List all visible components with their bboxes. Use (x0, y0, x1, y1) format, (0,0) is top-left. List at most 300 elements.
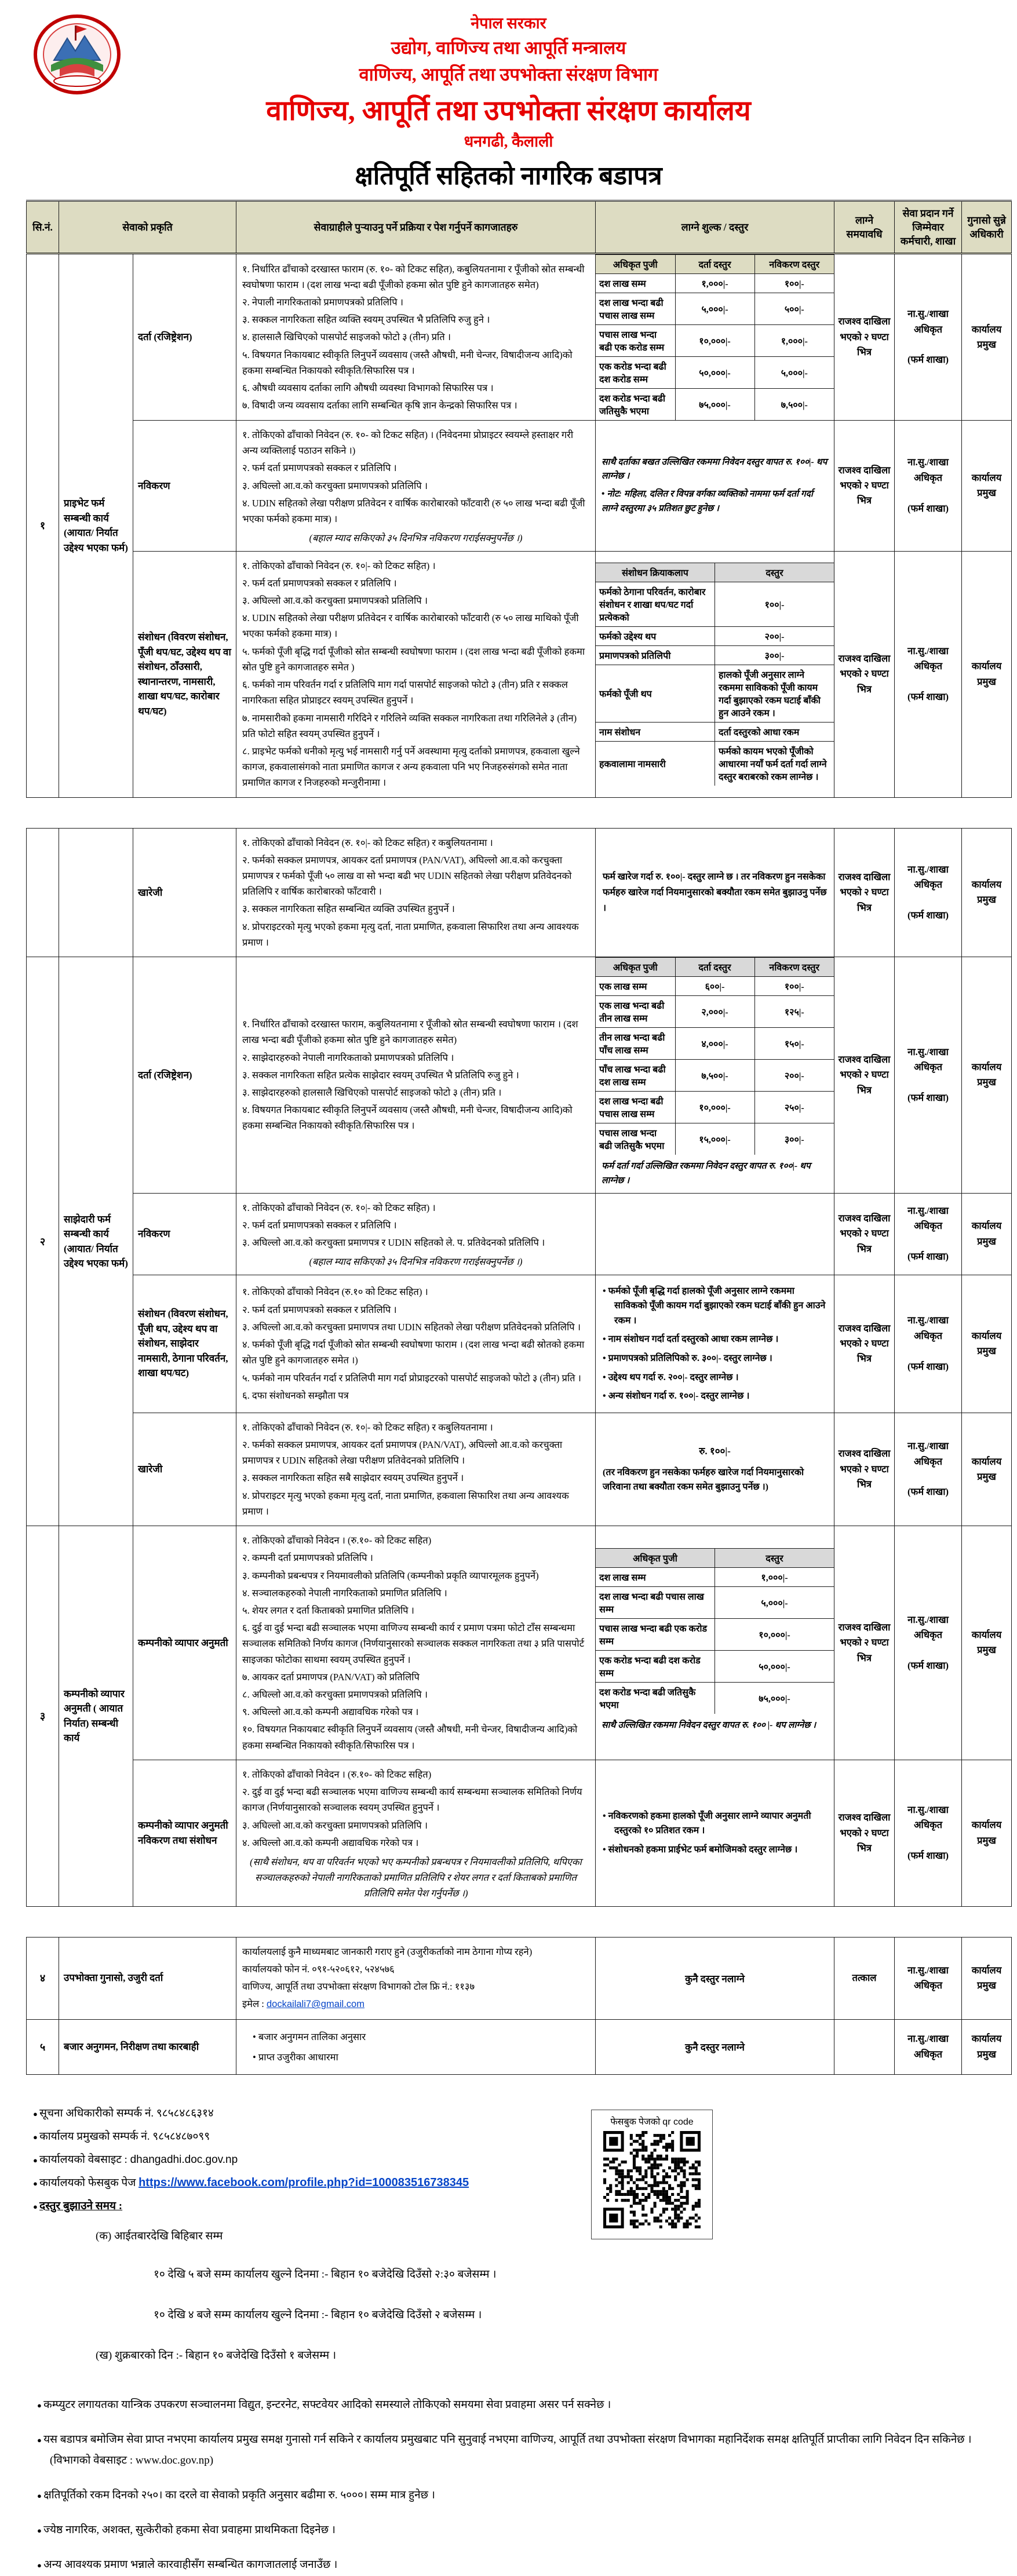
fee-amount: २,०००|- (675, 996, 754, 1028)
fee-subtable-header: नविकरण दस्तुर (754, 255, 834, 274)
documents-note: (बहाल म्याद सकिएको ३५ दिनभित्र नविकरण गराईसक्नुपर्नेछ ।) (309, 532, 523, 544)
fee-amount: ७,५००|- (754, 389, 834, 421)
document-requirement: १. तोकिएको ढाँचाको निवेदन (रु. १०|- को टिकट सहित) र कबुलियतनामा । (242, 1421, 493, 1433)
fee-subtable-row (596, 274, 834, 293)
hours-summer: १० देखि ५ बजे सम्म कार्यालय खुल्ने दिनमा :- बिहान १० बजेदेखि दिउँसो २:३० बजेसम्म । (154, 2268, 497, 2281)
fee-bullet-item: • नविकरणको हकमा हालको पूँजी अनुसार लाग्ने व्यापार अनुमती दस्तुरको १० प्रतिशत रकम । (603, 1809, 827, 1838)
document-requirement: १. तोकिएको ढाँचाको निवेदन (रु. १०|- को टिकट सहित) । (242, 1202, 436, 1213)
sn-cell: २ (27, 957, 59, 1526)
documents-cell (236, 1760, 596, 1906)
staff-branch: (फर्म शाखा) (907, 502, 949, 514)
staff-cell (895, 551, 962, 797)
email-line (242, 1996, 589, 2012)
fee-subtable-row (596, 325, 834, 357)
fee-bullet-item: • अन्य संशोधन गर्दा रु. १००|- दस्तुर लाग्नेछ । (603, 1389, 827, 1404)
contact-item (26, 2174, 991, 2190)
staff-cell (895, 1937, 962, 2019)
fee-amount: १५०|- (754, 1028, 834, 1060)
ministry-line: उद्योग, वाणिज्य तथा आपूर्ति मन्त्रालय (391, 38, 626, 58)
column-header: सेवाको प्रकृति (59, 201, 236, 254)
complaint-officer-cell: कार्यालय प्रमुख (962, 2019, 1012, 2074)
staff-branch: (फर्म शाखा) (907, 1486, 949, 1498)
fee-capital-label: तीन लाख भन्दा बढी पाँच लाख सम्म (596, 1028, 675, 1060)
staff-branch (897, 1075, 959, 1090)
time-cell: राजश्व दाखिला भएको २ घण्टा भित्र (834, 1413, 895, 1526)
staff-branch (897, 337, 959, 352)
table-row (27, 2019, 1012, 2074)
service-category: कम्पनीको व्यापार अनुमती ( आयात निर्यात) सम्बन्धी कार्य (59, 1526, 133, 1907)
sn-cell: ४ (27, 1937, 59, 2019)
documents-note: (बहाल म्याद सकिएको ३५ दिनभित्र नविकरण गराईसक्नुपर्नेछ ।) (309, 1256, 523, 1268)
fee-cell (596, 421, 834, 552)
fee-bullet-item: • फर्मको पूँजी बृद्धि गर्दा हालको पूँजी अनुसार लाग्ने रकममा साविकको पूँजी कायम गर्दा बुझाएको रकम घटाई बाँकी हुन आउने रकम । (603, 1284, 827, 1329)
complaint-officer-cell: कार्यालय प्रमुख (962, 957, 1012, 1194)
staff-name: ना.सु./शाखा अधिकृत (907, 1804, 949, 1831)
fee-capital-label: दश लाख सम्म (596, 274, 675, 293)
contact-text: कार्यालयको वेबसाइट : (39, 2153, 130, 2166)
contact-item (26, 2128, 991, 2143)
contact-text: दस्तुर बुझाउने समय : (39, 2199, 123, 2212)
fee-subtable-header: अधिकृत पुजी (596, 958, 675, 977)
document-requirement: २. फर्म दर्ता प्रमाणपत्रको सक्कल र प्रतिलिपि । (242, 1219, 397, 1231)
fee-amount: १०,०००|- (675, 1092, 754, 1123)
fee-subtable-row (596, 582, 834, 627)
document-requirement: ३. सक्कल नागरिकता सहित सबै साझेदार स्वयम् उपस्थित हुनुपर्ने । (242, 1472, 464, 1484)
service-subtype: कम्पनीको व्यापार अनुमती नविकरण तथा संशोधन (133, 1760, 236, 1906)
document-requirement: ७. नामसारीको हकमा नामसारी गरिदिने र गरिलिने व्यक्ति सक्कल नागरिकता तथा गरिलिनेले ३ (तीन) प्रति फोटो सहित स्वयम् उपस्थित हुनुपर्ने । (242, 712, 577, 739)
staff-cell (895, 254, 962, 421)
staff-branch: (फर्म शाखा) (907, 354, 949, 366)
staff-cell (895, 1193, 962, 1275)
email-link[interactable]: dockailali7@gmail.com (267, 1999, 364, 2010)
service-subtype: खारेजी (133, 1413, 236, 1526)
footnote-item: ● ज्येष्ठ नागरिक, अशक्त, सुत्केरीको हकमा सेवा प्रवाहमा प्राथमिकता दिइनेछ । (30, 2520, 991, 2541)
fee-cell (596, 551, 834, 797)
staff-cell (895, 828, 962, 957)
charter-table (26, 1937, 1012, 2075)
footnote-item: ● यस बडापत्र बमोजिम सेवा प्राप्त नभएमा कार्यालय प्रमुख समक्ष गुनासो गर्न सकिने र कार्यालय प्रमुखबाट पनि सुनुवाई नभएमा वाणिज्य, आपूर्ति तथा उपभोक्ता संरक्षण विभागका महानिर्देशक समक्ष क्षतिपूर्ति प्राप्तीका लागि निवेदन दिन सकिनेछ । (विभागको वेबसाइट : www.doc.gov.np) (30, 2429, 991, 2471)
documents-cell (236, 254, 596, 421)
time-cell: राजश्व दाखिला भएको २ घण्टा भित्र (834, 1275, 895, 1413)
staff-name: ना.सु./शाखा अधिकृत (907, 1614, 949, 1641)
document-requirement: ४. फर्मको पूँजी बृद्धि गर्दा पूँजीको स्रोत सम्बन्धी स्वघोषणा फाराम । (दश लाख भन्दा बढी स्रोतको हकमा स्रोत पुष्टि हुने कागजातहरु समेत ।) (242, 1339, 585, 1366)
fee-amount: १००|- (715, 582, 834, 627)
fee-subtable-row (596, 996, 834, 1028)
fee-subtable-row (596, 1028, 834, 1060)
facebook-qr-box (591, 2110, 713, 2239)
service-subtype: दर्ता (रजिष्ट्रेशन) (133, 957, 236, 1194)
documents-note: (साथै संशोधन, थप वा परिवर्तन भएको भए कम्पनीको प्रबन्धपत्र र नियमावलीको प्रतिलिपि, थपिएका सञ्चालकहरुको नेपाली नागरिकताको प्रमाणित प्रतिलिपि र शेयर लगत र दर्ता किताबको प्रमाणित प्रतिलिपि समेत पेश गर्नुपर्नेछ ।) (250, 1856, 582, 1899)
column-header: गुनासो सुन्ने अधिकारी (962, 201, 1012, 254)
documents-cell (236, 2019, 596, 2074)
footnote-item: ● अन्य आवश्यक प्रमाण भन्नाले कारवाहीसँग सम्बन्धित कागजातलाई जनाउँछ । (30, 2555, 991, 2575)
charter-head-row (27, 201, 1012, 254)
fee-amount: ५००|- (754, 293, 834, 325)
service-subtype: संशोधन (विवरण संशोधन, पूँजी थप, उद्देश्य थप वा संशोधन, साझेदार नामसारी, ठेगाना परिवर्तन, शाखा थप/घट) (133, 1275, 236, 1413)
fee-capital-label: पाँच लाख भन्दा बढी दश लाख सम्म (596, 1060, 675, 1092)
staff-branch: (फर्म शाखा) (907, 909, 949, 921)
fee-capital-label: फर्मको उद्देश्य थप (596, 627, 715, 646)
fee-subtable-row (596, 627, 834, 646)
fee-subtable-row (596, 977, 834, 996)
staff-branch (897, 486, 959, 501)
fee-capital-label: दश लाख भन्दा बढी पचास लाख सम्म (596, 1092, 675, 1123)
fee-amount: फर्मको कायम भएको पूँजीको आधारमा नयाँ फर्म दर्ता गर्दा लाग्ने दस्तुर बराबरको रकम लाग्नेछ । (715, 742, 834, 786)
document-requirement: ४. प्रोपराइटर मृत्यु भएको हकमा मृत्यु दर्ता, नाता प्रमाणित, हकवाला सिफारिश तथा अन्य आवश्यक प्रमाण । (242, 1490, 569, 1517)
document-info-line: वाणिज्य, आपूर्ति तथा उपभोक्ता संरक्षण विभागको टोल फ्रि नं.: ११३७ (242, 1981, 475, 1993)
column-header: सेवा प्रदान गर्ने जिम्मेवार कर्मचारी, शाखा (895, 201, 962, 254)
document-requirement: ८. अघिल्लो आ.व.को करचुक्ता प्रमाणपत्रको प्रतिलिपि । (242, 1689, 428, 1701)
fee-capital-label: दश करोड भन्दा बढी जतिसुकै भएमा (596, 389, 675, 421)
fee-capital-label: फर्मको ठेगाना परिवर्तन, कारोबार संशोधन र शाखा थप/घट गर्दा प्रत्येकको (596, 582, 715, 627)
fee-capital-label: एक करोड भन्दा बढी दश करोड सम्म (596, 1651, 715, 1683)
fee-subtable-header: दर्ता दस्तुर (675, 958, 754, 977)
document-requirement: ३. अघिल्लो आ.व.को करचुक्ता प्रमाणपत्रको प्रतिलिपि । (242, 594, 428, 606)
page-title: क्षतिपूर्ति सहितको नागरिक बडापत्र (355, 162, 662, 190)
document-requirement: ४. सञ्चालकहरुको नेपाली नागरिकताको प्रमाणित प्रतिलिपि । (242, 1587, 447, 1599)
qr-code-icon (603, 2131, 701, 2228)
contact-item (26, 2151, 991, 2166)
service-category: प्राइभेट फर्म सम्बन्धी कार्य (आयात/ निर्यात उद्देश्य भएका फर्म) (59, 254, 133, 798)
document-requirement: २. नेपाली नागरिकताको प्रमाणपत्रको प्रतिलिपि । (242, 296, 403, 308)
document-requirement: ५. फर्मको नाम परिवर्तन गर्दा र प्रतिलिपी माग गर्दा प्रोप्राइटरको पासपोर्ट साइजको फोटो ३ (तीन) प्रति । (242, 1372, 581, 1384)
staff-branch (897, 1234, 959, 1249)
document-requirement: ४. UDIN सहितको लेखा परीक्षण प्रतिवेदन र वार्षिक कारोबारको फाँटवारी (रु ५० लाख भन्दा बढी पूँजी भएका फर्मको हकमा मात्र) । (242, 497, 585, 525)
staff-name: ना.सु./शाखा अधिकृत (907, 308, 949, 335)
document-requirement: ६. फर्मको नाम परिवर्तन गर्दा र प्रतिलिपि माग गर्दा पासपोर्ट साइजको फोटो ३ (तीन) प्रति र सक्कल नागरिकता सहित प्रोप्राइटर स्वयम् उपस्थित हुनुपर्ने । (242, 679, 568, 706)
document-requirement: १. तोकिएको ढाँचाको निवेदन । (रु.१०- को टिकट सहित) (242, 1535, 432, 1546)
documents-cell (236, 1275, 596, 1413)
document-requirement: ३. सक्कल नागरिकता सहित प्रत्येक साझेदार स्वयम् उपस्थित भै प्रतिलिपि रुजु हुने । (242, 1069, 519, 1081)
column-header: लाग्ने समयावधि (834, 201, 895, 254)
fee-bullet-list (596, 1800, 834, 1866)
document-requirement: १. तोकिएको ढाँचाको निवेदन । (रु.१०- को टिकट सहित) (242, 1768, 432, 1780)
fee-amount: रु. १००|- (699, 1445, 731, 1457)
staff-name: ना.सु./शाखा अधिकृत (907, 457, 949, 483)
charter-table (26, 828, 1012, 1907)
fee-amount: ३००|- (715, 646, 834, 665)
document-requirement: ३. अघिल्लो आ.व.को करचुक्ता प्रमाणपत्र र UDIN सहितको ले. प. प्रतिवेदनको प्रतिलिपि । (242, 1237, 545, 1249)
table-row (27, 551, 1012, 797)
charter-tables (26, 200, 1006, 2075)
document-info-line: कार्यालयको फोन नं. ०९१-५२०६१२, ५२४५७६ (242, 1963, 395, 1975)
service-category: बजार अनुगमन, निरीक्षण तथा कारबाही (59, 2019, 236, 2074)
hours-friday: (ख) शुक्रबारको दिन :- बिहान १० बजेदेखि दिउँसो १ बजेसम्म । (96, 2349, 337, 2362)
email-label: इमेल : (242, 1998, 267, 2010)
fee-subtable-row (596, 742, 834, 786)
complaint-officer-cell: कार्यालय प्रमुख (962, 1193, 1012, 1275)
fee-amount: ५०,०००|- (715, 1651, 834, 1683)
fee-capital-label: नाम संशोधन (596, 723, 715, 742)
fee-subtable-row (596, 1060, 834, 1092)
fee-subtable-row (596, 357, 834, 389)
fee-cell (596, 1413, 834, 1526)
fee-subtable-header: अधिकृत पुजी (596, 255, 675, 274)
fee-subtable (596, 957, 834, 1155)
fee-note (596, 451, 834, 521)
fee-note-bullet: • नोट: महिला, दलित र विपन्न वर्गका व्यक्तिको नाममा फर्म दर्ता गर्दा लाग्ने दस्तुरमा ३५ प्रतिशत छुट हुनेछ । (602, 487, 828, 516)
document-requirement: ४. विषयगत निकायबाट स्वीकृति लिनुपर्ने व्यवसाय (जस्तै औषधी, मनी चेन्जर, विषादीजन्य आदि)को हकमा सम्बन्धित निकायको स्वीकृति/सिफारिस पत्र । (242, 1104, 573, 1132)
document-requirement: ३. सक्कल नागरिकता सहित व्यक्ति स्वयम् उपस्थित भै प्रतिलिपि रुजु हुने । (242, 314, 490, 326)
fee-amount: कुनै दस्तुर नलाग्ने (685, 2042, 745, 2053)
fee-subtable (596, 1548, 834, 1714)
fee-capital-label: एक करोड भन्दा बढी दश करोड सम्म (596, 357, 675, 389)
table-row (27, 1760, 1012, 1906)
document-requirement: ४. प्रोपराइटरको मृत्यु भएको हकमा मृत्यु दर्ता, नाता प्रमाणित, हकवाला सिफारिश तथा अन्य आवश्यक प्रमाण । (242, 921, 579, 948)
contact-text: कार्यालयको फेसबुक पेज (39, 2176, 139, 2189)
fee-capital-label: दश लाख भन्दा बढी पचास लाख सम्म (596, 293, 675, 325)
time-cell: तत्काल (834, 1937, 895, 2019)
fee-text-line: फर्म खारेज गर्दा रु. १००|- दस्तुर लाग्ने छ । तर नविकरण हुन नसकेका फर्महरु खारेज गर्दा नियमानुसारको बक्यौता रकम समेत बुझाउनु पर्नेछ । (603, 871, 827, 913)
fee-amount: २५०|- (754, 1092, 834, 1123)
staff-branch (897, 1469, 959, 1484)
fee-amount: ३००|- (754, 1123, 834, 1155)
document-requirement: २. फर्म दर्ता प्रमाणपत्रको सक्कल र प्रतिलिपि । (242, 462, 397, 474)
fee-amount: २००|- (715, 627, 834, 646)
document-requirement: ६. दफा संशोधनको सम्झौता पत्र (242, 1389, 349, 1401)
fee-amount: ५०,०००|- (675, 357, 754, 389)
table-row (27, 254, 1012, 421)
contact-item (26, 2198, 991, 2213)
document-requirement: २. फर्मको सक्कल प्रमाणपत्र, आयकर दर्ता प्रमाणपत्र (PAN/VAT), अघिल्लो आ.व.को करचुक्ता प्रमाणपत्र र UDIN सहितको लेखा परीक्षण प्रतिवेदनको प्रतिलिपि । (242, 1439, 563, 1466)
complaint-officer-cell: कार्यालय प्रमुख (962, 421, 1012, 552)
footnote-item: ● क्षतिपूर्तिको रकम दिनको २५०। का दरले वा सेवाको प्रकृति अनुसार बढीमा रु. ५०००। सम्म मात्र हुनेछ । (30, 2485, 991, 2506)
fee-subtable-row (596, 723, 834, 742)
contact-text: कार्यालय प्रमुखको सम्पर्क नं. ९८५८४८७०९९ (39, 2130, 210, 2143)
staff-name: ना.सु./शाखा अधिकृत (907, 863, 949, 890)
staff-name: ना.सु./शाखा अधिकृत (907, 645, 949, 672)
fee-subtable-header: नविकरण दस्तुर (754, 958, 834, 977)
fee-subtable-head-row (596, 958, 834, 977)
fee-subtable-row (596, 293, 834, 325)
document-requirement: ४. अघिल्लो आ.व.को कम्पनी अद्यावधिक गरेको पत्र । (242, 1837, 419, 1848)
document-bullet: • प्राप्त उजुरीका आधारमा (253, 2049, 589, 2065)
staff-branch (897, 1643, 959, 1658)
document-requirement: ४. हालसालै खिचिएको पासपोर्ट साइजको फोटो ३ (तीन) प्रति । (242, 331, 451, 343)
table-row (27, 957, 1012, 1194)
footnotes-list (30, 2395, 991, 2576)
document-requirement: २. साझेदारहरुको नेपाली नागरिकताको प्रमाणपत्रको प्रतिलिपि । (242, 1052, 454, 1063)
fee-subtable-header: दस्तुर (715, 563, 834, 582)
fee-capital-label: प्रमाणपत्रको प्रतिलिपी (596, 646, 715, 665)
office-name: वाणिज्य, आपूर्ति तथा उपभोक्ता संरक्षण कार्यालय (266, 96, 751, 126)
time-cell: राजश्व दाखिला भएको २ घण्टा भित्र (834, 551, 895, 797)
document-info-line: कार्यालयलाई कुनै माध्यमबाट जानकारी गराए हुने (उजुरीकर्ताको नाम ठेगाना गोप्य रहने) (242, 1946, 533, 1957)
fee-amount: हालको पूँजी अनुसार लाग्ने रकममा साविकको पूँजी कायम गर्दा बुझाएको रकम घटाई बाँकी हुन आउने रकम । (715, 665, 834, 723)
fee-subtable-row (596, 389, 834, 421)
document-bullet: • बजार अनुगमन तालिका अनुसार (253, 2029, 589, 2045)
staff-branch (897, 674, 959, 689)
complaint-officer-cell: कार्यालय प्रमुख (962, 1526, 1012, 1760)
office-location: धनगढी, कैलाली (464, 133, 553, 150)
document-requirement: ५. फर्मको पूँजी बृद्धि गर्दा पूँजीको स्रोत सम्बन्धी स्वघोषणा फाराम । (दश लाख भन्दा बढी पूँजीको हकमा स्रोत पुष्टि हुने कागजातहरु समेत ) (242, 645, 585, 673)
document-requirement: ३. कम्पनीको प्रबन्धपत्र र नियमावलीको प्रतिलिपि (कम्पनीको प्रकृति व्यापारमूलक हुनुपर्ने) (242, 1570, 539, 1581)
staff-name: ना.सु./शाखा अधिकृत (907, 1440, 949, 1467)
fee-amount: ६००|- (675, 977, 754, 996)
fee-cell (596, 254, 834, 421)
website-address: dhangadhi.doc.gov.np (130, 2153, 238, 2166)
fee-cell (596, 828, 834, 957)
fee-amount: २००|- (754, 1060, 834, 1092)
fee-amount: दर्ता दस्तुरको आधा रकम (715, 723, 834, 742)
fee-subtable-row (596, 1123, 834, 1155)
document-requirement: १. तोकिएको ढाँचाको निवेदन (रु. १०|- को टिकट सहित) । (242, 560, 436, 571)
qr-label: फेसबुक पेजको qr code (610, 2117, 694, 2127)
fee-subtable-header: दर्ता दस्तुर (675, 255, 754, 274)
fee-subtable-header: अधिकृत पुजी (596, 1549, 715, 1568)
fee-subtable (596, 563, 834, 786)
document-requirement: ९. अघिल्लो आ.व.को कम्पनी अद्यावधिक गरेको पत्र । (242, 1706, 419, 1718)
service-category: साझेदारी फर्म सम्बन्धी कार्य (आयात/ निर्यात उद्देश्य भएका फर्म) (59, 957, 133, 1526)
time-cell: राजश्व दाखिला भएको २ घण्टा भित्र (834, 1526, 895, 1760)
fee-amount: ७५,०००|- (675, 389, 754, 421)
complaint-officer-cell: कार्यालय प्रमुख (962, 254, 1012, 421)
service-subtype: कम्पनीको व्यापार अनुमती (133, 1526, 236, 1760)
service-subtype: दर्ता (रजिष्ट्रेशन) (133, 254, 236, 421)
time-cell: राजश्व दाखिला भएको २ घण्टा भित्र (834, 828, 895, 957)
complaint-officer-cell: कार्यालय प्रमुख (962, 828, 1012, 957)
fee-amount-note: (तर नविकरण हुन नसकेका फर्महरु खारेज गर्दा नियमानुसारको जरिवाना तथा बक्यौता रकम समेत बुझाउनु पर्नेछ ।) (603, 1467, 804, 1493)
fee-text (596, 863, 834, 922)
fee-note: साथै उल्लिखित रकममा निवेदन दस्तुर वापत रु. १०० |- थप लाग्नेछ । (602, 1720, 816, 1731)
document-requirement: ७. आयकर दर्ता प्रमाणपत्र (PAN/VAT) को प्रतिलिपि (242, 1671, 420, 1683)
fee-subtable-row (596, 1092, 834, 1123)
fee-subtable-row (596, 1683, 834, 1714)
fee-amount: ५,०००|- (754, 357, 834, 389)
fee-subtable-head-row (596, 1549, 834, 1568)
table-row (27, 828, 1012, 957)
contact-text: सूचना अधिकारीको सम्पर्क नं. ९८५८४८६३१४ (39, 2107, 214, 2119)
document-requirement: ६. दुई वा दुई भन्दा बढी सञ्चालक भएमा वाणिज्य सम्बन्धी कार्य र प्रमाण पत्रमा फोटो टाँस सम्बन्धमा सञ्चालक समितिको निर्णय कागज (निर्णयानुसारको सञ्चालक सक्कल नागरिकता तथा ३ प्रति पासपोर्ट साइजका फोटोका साथमा स्वयम् उपस्थित हुनुपर्ने । (242, 1622, 585, 1665)
document-requirement: ३. अघिल्लो आ.व.को करचुक्ता प्रमाणपत्रको प्रतिलिपि । (242, 480, 428, 491)
fee-cell (596, 2019, 834, 2074)
document-requirement: १. निर्धारित ढाँचाको दरखास्त फाराम, कबुलियतनामा र पूँजीको स्रोत सम्बन्धी स्वघोषणा फाराम । (दश लाख भन्दा बढी पूँजीको हकमा स्रोत पुष्टि हुने कागजातहरु समेत) (242, 1019, 578, 1046)
charter-table (26, 200, 1012, 798)
table-row (27, 1937, 1012, 2019)
complaint-officer-cell: कार्यालय प्रमुख (962, 1937, 1012, 2019)
footnote-item: ● कम्प्युटर लगायतका यान्त्रिक उपकरण सञ्चालनमा विद्युत, इन्टरनेट, सफ्टवेयर आदिको समस्याले तोकिएको समयमा सेवा प्रवाहमा असर पर्न सक्नेछ । (30, 2395, 991, 2416)
document-requirement: १. निर्धारित ढाँचाको दरखास्त फाराम (रु. १०- को टिकट सहित), कबुलियतनामा र पूँजीको स्रोत सम्बन्धी स्वघोषणा फाराम । (दश लाख भन्दा बढी पूँजीको हकमा स्रोत पुष्टि हुने कागजातहरु समेत) (242, 263, 585, 290)
staff-branch (897, 892, 959, 907)
document-requirement: ३. साझेदारहरुको हालसालै खिचिएको पासपोर्ट साइजको फोटो ३ (तीन) प्रति । (242, 1087, 502, 1099)
time-cell: राजश्व दाखिला भएको २ घण्टा भित्र (834, 1193, 895, 1275)
document-requirement: ६. औषधी व्यवसाय दर्ताका लागि औषधी व्यवस्था विभागको सिफारिस पत्र । (242, 382, 494, 394)
footer-info (26, 2105, 991, 2362)
staff-cell (895, 421, 962, 552)
fee-subtable-head-row (596, 563, 834, 582)
document-requirement: २. दुई वा दुई भन्दा बढी सञ्चालक भएमा वाणिज्य सम्बन्धी कार्य सम्बन्धमा सञ्चालक समितिको निर्णय कागज (निर्णयानुसारको सञ्चालक स्वयम् उपस्थित हुनुपर्ने । (242, 1786, 582, 1814)
fee-amount: १२५|- (754, 996, 834, 1028)
staff-branch (897, 1833, 959, 1848)
service-category (59, 828, 133, 957)
fee-subtable (596, 254, 834, 420)
document-requirement: १. तोकिएको ढाँचाको निवेदन (रु. १०- को टिकट सहित) । (निवेदनमा प्रोप्राइटर स्वयम्ले हस्ताक्षर गरी अन्य व्यक्तिलाई पठाउन सकिने ।) (242, 429, 574, 457)
document-requirement: २. फर्म दर्ता प्रमाणपत्रको सक्कल र प्रतिलिपि । (242, 1304, 397, 1315)
documents-cell (236, 1193, 596, 1275)
time-cell (834, 2019, 895, 2074)
document-requirement: २. फर्मको सक्कल प्रमाणपत्र, आयकर दर्ता प्रमाणपत्र (PAN/VAT), अघिल्लो आ.व.को करचुक्ता प्रमाणपत्र र फर्मको पूँजी ५० लाख वा सो भन्दा बढी भए UDIN सहितको लेखा परीक्षण प्रतिवेदनको प्रतिलिपि र वार्षिक कारोबारको फाँटवारी । (242, 854, 572, 897)
hours-winter: १० देखि ४ बजे सम्म कार्यालय खुल्ने दिनमा :- बिहान १० बजेदेखि दिउँसो २ बजेसम्म । (154, 2308, 482, 2321)
fee-capital-label: दश करोड भन्दा बढी जतिसुकै भएमा (596, 1683, 715, 1714)
table-row (27, 421, 1012, 552)
document-requirement: ५. विषयगत निकायबाट स्वीकृति लिनुपर्ने व्यवसाय (जस्तै औषधी, मनी चेन्जर, विषादीजन्य आदि)को हकमा सम्बन्धित निकायको स्वीकृति/सिफारिस पत्र । (242, 349, 573, 376)
document-requirement: ३. सक्कल नागरिकता सहित सम्बन्धित व्यक्ति उपस्थित हुनुपर्ने । (242, 903, 455, 915)
fee-subtable-head-row (596, 255, 834, 274)
document-requirement: २. फर्म दर्ता प्रमाणपत्रको सक्कल र प्रतिलिपि । (242, 577, 397, 589)
fee-amount: १००|- (754, 274, 834, 293)
time-cell: राजश्व दाखिला भएको २ घण्टा भित्र (834, 421, 895, 552)
fee-subtable-row (596, 1619, 834, 1651)
fee-amount: १,०००|- (754, 325, 834, 357)
fee-subtable-row (596, 646, 834, 665)
documents-cell (236, 421, 596, 552)
staff-name: ना.सु./शाखा अधिकृत (907, 1205, 949, 1232)
fee-bullet-list (596, 1275, 834, 1413)
staff-cell (895, 1760, 962, 1906)
complaint-officer-cell: कार्यालय प्रमुख (962, 551, 1012, 797)
sn-cell: ३ (27, 1526, 59, 1907)
fee-capital-label: एक लाख सम्म (596, 977, 675, 996)
complaint-officer-cell: कार्यालय प्रमुख (962, 1413, 1012, 1526)
fee-subtable-row (596, 1568, 834, 1587)
sn-cell (27, 828, 59, 957)
fee-subtable-header: संशोधन क्रियाकलाप (596, 563, 715, 582)
time-cell: राजश्व दाखिला भएको २ घण्टा भित्र (834, 957, 895, 1194)
document-requirement: ७. विषादी जन्य व्यवसाय दर्ताका लागि सम्बन्धित कृषि ज्ञान केन्द्रको सिफारिस पत्र । (242, 400, 517, 411)
complaint-officer-cell: कार्यालय प्रमुख (962, 1760, 1012, 1906)
fee-cell (596, 1526, 834, 1760)
document-header (0, 0, 1017, 192)
facebook-page-link[interactable]: https://www.facebook.com/profile.php?id=100083516738345 (138, 2176, 469, 2189)
fee-subtable-row (596, 1587, 834, 1619)
table-row (27, 1193, 1012, 1275)
fee-subtable-row (596, 1651, 834, 1683)
table-row (27, 1526, 1012, 1760)
document-requirement: ३. अघिल्लो आ.व.को करचुक्ता प्रमाणपत्र तथा UDIN सहितको लेखा परीक्षण प्रतिवेदनको प्रतिलिपि । (242, 1321, 581, 1333)
fee-capital-label: एक लाख भन्दा बढी तीन लाख सम्म (596, 996, 675, 1028)
service-subtype: खारेजी (133, 828, 236, 957)
fee-amount: ७५,०००|- (715, 1683, 834, 1714)
documents-cell (236, 828, 596, 957)
gov-line: नेपाल सरकार (471, 14, 546, 32)
staff-branch: (फर्म शाखा) (907, 1360, 949, 1372)
staff-branch: (फर्म शाखा) (907, 1850, 949, 1862)
fee-amount: ४,०००|- (675, 1028, 754, 1060)
fee-bullet-item: • नाम संशोधन गर्दा दर्ता दस्तुरको आधा रकम लाग्नेछ । (603, 1332, 827, 1347)
staff-name: ना.सु./शाखा अधिकृत (907, 1964, 949, 1991)
fee-amount: ५,०००|- (715, 1587, 834, 1619)
fee-capital-label: पचास लाख भन्दा बढी एक करोड सम्म (596, 325, 675, 357)
service-category: उपभोक्ता गुनासो, उजुरी दर्ता (59, 1937, 236, 2019)
document-requirement: ५. शेयर लगत र दर्ता किताबको प्रमाणित प्रतिलिपि । (242, 1604, 414, 1616)
fee-cell (596, 1193, 834, 1275)
fee-capital-label: दश लाख भन्दा बढी पचास लाख सम्म (596, 1587, 715, 1619)
fee-cell (596, 957, 834, 1194)
staff-cell (895, 1275, 962, 1413)
fee-amount: कुनै दस्तुर नलाग्ने (685, 1973, 745, 1984)
fee-capital-label: पचास लाख भन्दा बढी एक करोड सम्म (596, 1619, 715, 1651)
table-row (27, 1413, 1012, 1526)
staff-cell (895, 1526, 962, 1760)
documents-cell (236, 1937, 596, 2019)
fee-cell (596, 1275, 834, 1413)
staff-name: ना.सु./शाखा अधिकृत (907, 1315, 949, 1341)
fee-note-line: साथै दर्ताका बखत उल्लिखित रकममा निवेदन दस्तुर वापत रु. १००|- थप लाग्नेछ । (602, 457, 828, 481)
fee-capital-label: हकवालामा नामसारी (596, 742, 715, 786)
fee-amount: १,०००|- (715, 1568, 834, 1587)
service-subtype: नविकरण (133, 1193, 236, 1275)
staff-name: ना.सु./शाखा अधिकृत (907, 1046, 949, 1073)
